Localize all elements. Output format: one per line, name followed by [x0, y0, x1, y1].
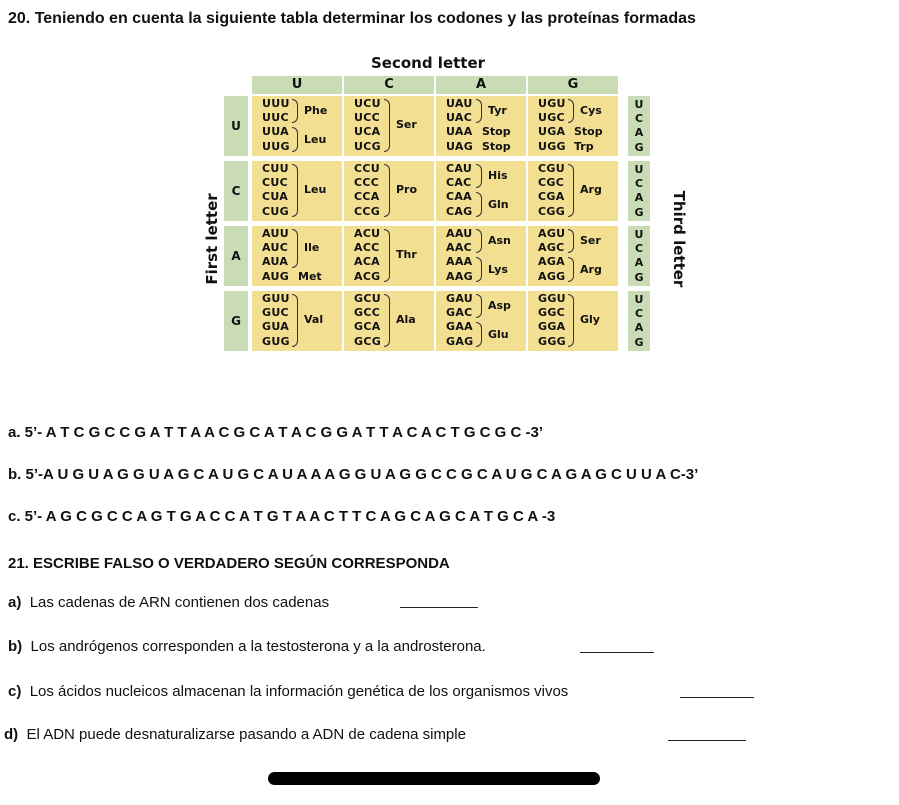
amino-acid: Lys — [488, 262, 508, 276]
codon-bracket — [568, 229, 574, 253]
statement-text: Los ácidos nucleicos almacenan la información genética de los organismos vivos — [29, 683, 569, 700]
codon: CGU — [538, 162, 565, 175]
amino-acid: Gln — [488, 197, 509, 211]
codon-bracket — [476, 322, 482, 346]
codon-cell — [528, 96, 618, 156]
codon: GGC — [538, 306, 566, 320]
codon-bracket — [568, 257, 574, 281]
codon: UCU — [354, 97, 381, 110]
statement-c — [8, 683, 568, 700]
codon: CAC — [446, 176, 472, 190]
amino-acid: Asn — [488, 234, 511, 248]
third-letter-label: U — [634, 98, 644, 111]
statement-d — [4, 726, 466, 743]
third-letter-column — [628, 161, 650, 221]
codon: GAC — [446, 306, 473, 320]
third-letter-label: A — [634, 126, 644, 140]
codon: CCA — [354, 190, 380, 204]
statement-letter: a) — [8, 594, 22, 611]
second-letter-header: A — [436, 76, 526, 94]
codon-cell — [252, 161, 342, 221]
codon-cell — [436, 291, 526, 351]
codon-bracket — [384, 164, 390, 217]
codon: GGU — [538, 292, 566, 305]
question-21-title: 21. ESCRIBE FALSO O VERDADERO SEGÚN CORRESPONDA — [8, 555, 450, 572]
statement-letter: c) — [8, 683, 22, 700]
codon: CCC — [354, 176, 380, 190]
third-letter-label: U — [634, 293, 644, 306]
first-letter-title: First letter — [203, 193, 221, 285]
first-letter-header: G — [224, 291, 248, 351]
amino-acid: Stop — [574, 125, 603, 139]
codon: GCG — [354, 334, 382, 348]
codon-cell — [252, 96, 342, 156]
codon: AGU — [538, 227, 566, 240]
codon: UCC — [354, 111, 380, 125]
codon-bracket — [476, 229, 482, 253]
codon: GUG — [262, 334, 290, 348]
codon: AUG — [262, 269, 290, 283]
codon: GAA — [446, 320, 473, 334]
codon-cell — [344, 291, 434, 351]
codon: CAA — [446, 190, 472, 204]
answer-blank-a[interactable] — [400, 607, 478, 608]
codon: CUA — [262, 190, 289, 204]
codon-cell — [528, 161, 618, 221]
codon-bracket — [292, 99, 298, 123]
codon: AGG — [538, 269, 566, 283]
third-letter-label: U — [634, 228, 644, 241]
third-letter-label: G — [634, 335, 644, 349]
amino-acid: Met — [298, 269, 322, 283]
codon: UUG — [262, 139, 290, 153]
codon: GAU — [446, 292, 474, 305]
amino-acid: Gly — [580, 313, 600, 327]
codon-bracket — [476, 257, 482, 281]
amino-acid: Arg — [580, 262, 602, 276]
answer-blank-b[interactable] — [580, 652, 654, 653]
codon-cell — [436, 161, 526, 221]
amino-acid: Val — [304, 313, 324, 327]
amino-acid: Ile — [304, 241, 320, 255]
third-letter-title: Third letter — [670, 190, 688, 288]
codon-cell — [528, 226, 618, 286]
statement-text: Los andrógenos corresponden a la testosterona y a la androsterona. — [30, 638, 486, 655]
amino-acid: Ser — [580, 234, 601, 248]
codon-bracket — [568, 164, 574, 217]
amino-acid: Thr — [396, 248, 417, 262]
codon: AAG — [446, 269, 473, 283]
codon: GUA — [262, 320, 290, 334]
codon: UUC — [262, 111, 289, 125]
statement-letter: d) — [4, 726, 19, 743]
codon: AUC — [262, 241, 289, 255]
statement-text: Las cadenas de ARN contienen dos cadenas — [29, 594, 330, 611]
sequence-c: c. 5’- A G C G C C A G T G A C C A T G T A A C T T C A G C A G C A T G C A -3 — [8, 508, 556, 525]
third-letter-label: G — [634, 140, 644, 154]
amino-acid: Leu — [304, 183, 327, 197]
third-letter-label: C — [634, 177, 644, 191]
amino-acid: Pro — [396, 183, 418, 197]
codon: ACU — [354, 227, 381, 240]
amino-acid: Phe — [304, 104, 328, 118]
amino-acid: Stop — [482, 125, 511, 139]
codon: AGA — [538, 255, 565, 269]
codon: AGC — [538, 241, 565, 255]
amino-acid: His — [488, 169, 508, 183]
codon: UUA — [262, 125, 289, 139]
third-letter-label: A — [634, 191, 644, 205]
sequence-b: b. 5’-A U G U A G G U A G C A U G C A U A A A G G U A G G C C G C A U G C A G A G C U U A C-3’ — [8, 466, 699, 483]
first-letter-header: C — [224, 161, 248, 221]
codon: CUC — [262, 176, 288, 190]
codon-cell — [436, 226, 526, 286]
codon: CCG — [354, 204, 381, 218]
codon: GGG — [538, 334, 566, 348]
second-letter-header: G — [528, 76, 618, 94]
codon: UAC — [446, 111, 473, 125]
codon: UAG — [446, 139, 474, 153]
codon: UGG — [538, 139, 566, 153]
codon: AUA — [262, 255, 289, 269]
codon-bracket — [292, 229, 298, 268]
codon: GUU — [262, 292, 290, 305]
codon: GGA — [538, 320, 566, 334]
codon: ACA — [354, 255, 380, 269]
codon: AUU — [262, 227, 289, 240]
amino-acid: Glu — [488, 327, 509, 341]
codon: CGA — [538, 190, 565, 204]
codon: GAG — [446, 334, 474, 348]
codon: UUU — [262, 97, 290, 110]
statement-a — [8, 594, 329, 611]
codon-table — [196, 50, 686, 372]
statement-text: El ADN puede desnaturalizarse pasando a ADN de cadena simple — [26, 726, 466, 743]
codon: GCU — [354, 292, 381, 305]
codon-cell — [252, 226, 342, 286]
codon-bracket — [568, 294, 574, 347]
codon: CUU — [262, 162, 289, 175]
codon-cell — [344, 161, 434, 221]
third-letter-label: G — [634, 270, 644, 284]
first-letter-header: A — [224, 226, 248, 286]
codon-bracket — [384, 294, 390, 347]
third-letter-label: A — [634, 256, 644, 270]
codon: UCA — [354, 125, 381, 139]
third-letter-label: U — [634, 163, 644, 176]
third-letter-label: A — [634, 321, 644, 335]
codon-bracket — [476, 99, 482, 123]
codon-bracket — [384, 99, 390, 152]
codon: AAC — [446, 241, 472, 255]
codon-cell — [344, 96, 434, 156]
amino-acid: Trp — [574, 139, 594, 153]
codon-cell — [436, 96, 526, 156]
codon-bracket — [476, 294, 482, 318]
codon: GCC — [354, 306, 381, 320]
first-letter-header: U — [224, 96, 248, 156]
codon: UGA — [538, 125, 566, 139]
codon-bracket — [476, 192, 482, 216]
second-letter-header: U — [252, 76, 342, 94]
codon-cell — [344, 226, 434, 286]
codon: UCG — [354, 139, 381, 153]
codon: CUG — [262, 204, 289, 218]
codon: UGU — [538, 97, 566, 110]
amino-acid: Tyr — [488, 104, 507, 118]
codon-cell — [252, 291, 342, 351]
codon: UAU — [446, 97, 473, 110]
bottom-bar — [268, 772, 600, 785]
codon-bracket — [292, 127, 298, 151]
answer-blank-d[interactable] — [668, 740, 746, 741]
codon: GCA — [354, 320, 381, 334]
third-letter-label: G — [634, 205, 644, 219]
second-letter-title: Second letter — [371, 54, 486, 72]
third-letter-label: C — [634, 112, 644, 126]
codon: CGG — [538, 204, 566, 218]
third-letter-label: C — [634, 242, 644, 256]
statement-b — [8, 638, 486, 655]
codon: CAG — [446, 204, 473, 218]
question-20-title: 20. Teniendo en cuenta la siguiente tabla determinar los codones y las proteínas formadas — [8, 10, 696, 27]
amino-acid: Leu — [304, 132, 327, 146]
codon: CCU — [354, 162, 380, 175]
codon: GUC — [262, 306, 289, 320]
codon-bracket — [568, 99, 574, 123]
codon-bracket — [292, 164, 298, 217]
codon: UGC — [538, 111, 565, 125]
amino-acid: Ala — [396, 313, 416, 327]
codon: ACG — [354, 269, 381, 283]
codon: ACC — [354, 241, 380, 255]
codon: AAA — [446, 255, 473, 269]
codon-bracket — [476, 164, 482, 188]
third-letter-column — [628, 96, 650, 156]
codon: CGC — [538, 176, 565, 190]
third-letter-column — [628, 291, 650, 351]
codon: CAU — [446, 162, 473, 175]
amino-acid: Cys — [580, 104, 602, 118]
sequence-a: a. 5’- A T C G C C G A T T A A C G C A T A C G G A T T A C A C T G C G C -3’ — [8, 424, 543, 441]
codon: AAU — [446, 227, 473, 240]
amino-acid: Arg — [580, 183, 602, 197]
codon-bracket — [384, 229, 390, 282]
codon: UAA — [446, 125, 473, 139]
answer-blank-c[interactable] — [680, 697, 754, 698]
codon-bracket — [292, 294, 298, 347]
amino-acid: Stop — [482, 139, 511, 153]
statement-letter: b) — [8, 638, 23, 655]
third-letter-label: C — [634, 307, 644, 321]
amino-acid: Asp — [488, 299, 511, 313]
third-letter-column — [628, 226, 650, 286]
second-letter-header: C — [344, 76, 434, 94]
amino-acid: Ser — [396, 118, 417, 132]
codon-cell — [528, 291, 618, 351]
